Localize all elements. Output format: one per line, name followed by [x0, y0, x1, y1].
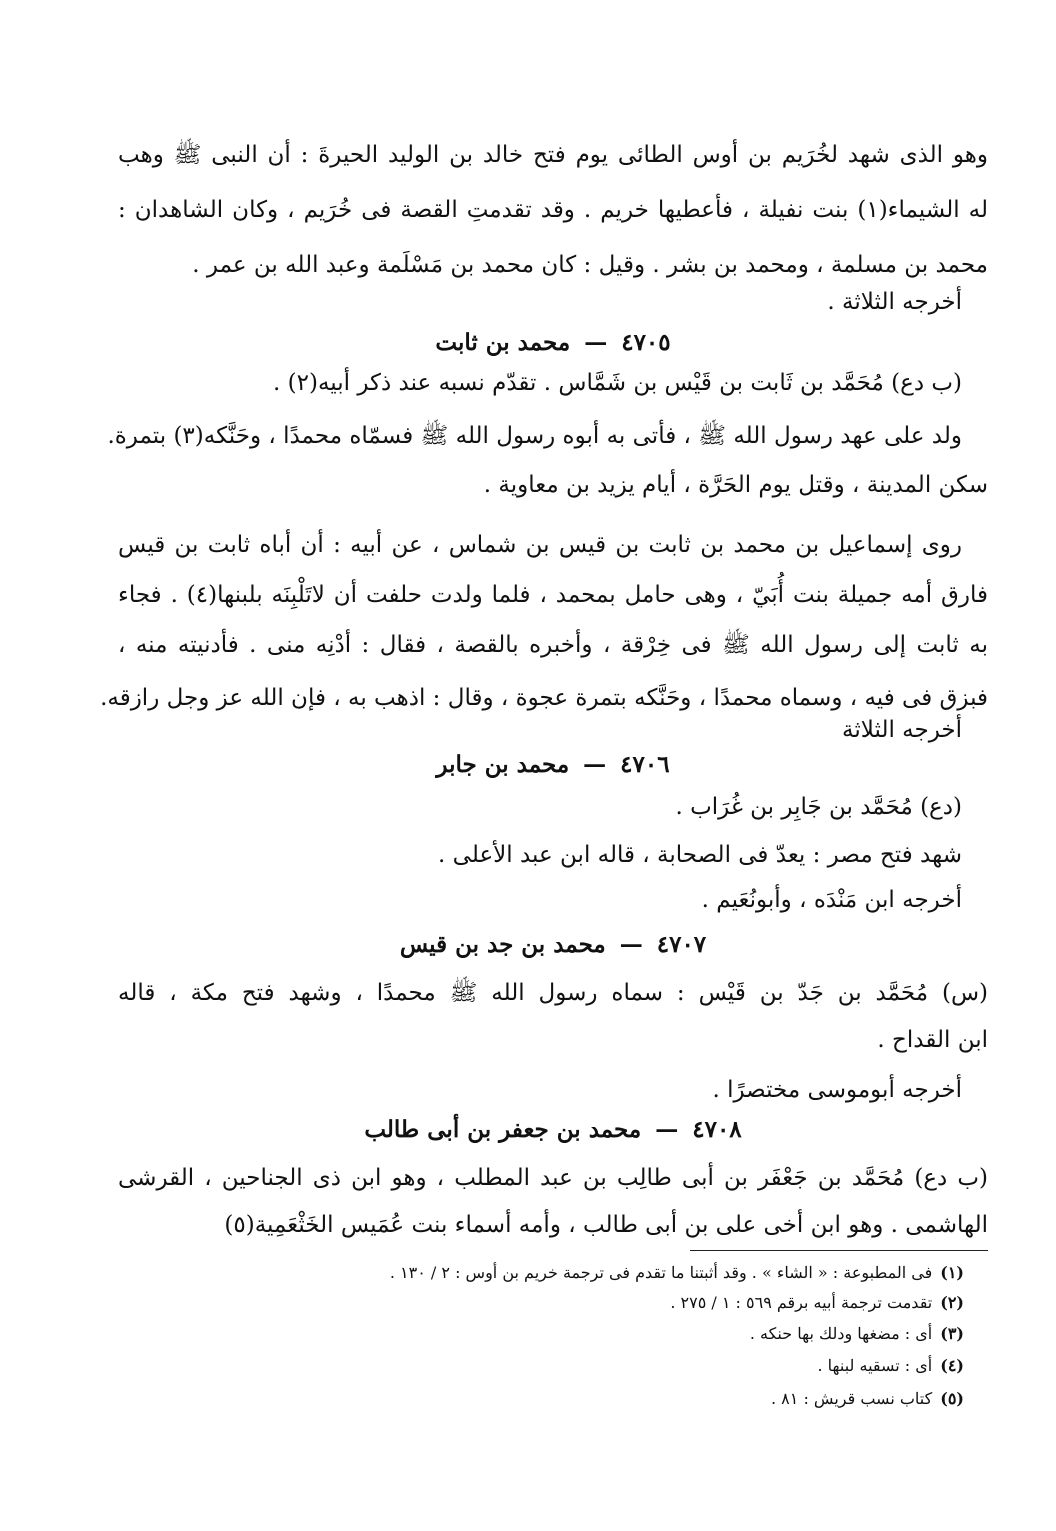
- entry-dash: —: [655, 1116, 679, 1143]
- entry-line: ابن القداح .: [877, 1027, 988, 1053]
- entry-title: محمد بن ثابت: [435, 329, 571, 356]
- entry-line: (دع) مُحَمَّد بن جَابِر بن غُرَاب .: [675, 794, 962, 820]
- entry-heading: [118, 1115, 988, 1145]
- body-text: [100, 140, 988, 1240]
- body-line: محمد بن مسلمة ، ومحمد بن بشر . وقيل : كان محمد بن مَسْلَمة وعبد الله بن عمر .: [192, 252, 988, 278]
- entry-dash: —: [619, 931, 643, 958]
- body-line: وهو الذى شهد لخُرَيم بن أوس الطائى يوم فتح خالد بن الوليد الحيرةَ : أن النبى ﷺ وهب: [118, 142, 988, 168]
- footnote-text: فى المطبوعة : « الشاء » . وقد أثبتنا ما تقدم فى ترجمة خريم بن أوس : ٢ / ١٣٠ .: [389, 1263, 933, 1282]
- footnote: [244, 1388, 964, 1410]
- footnote-number: (١): [940, 1263, 964, 1282]
- entry-line: (س) مُحَمَّد بن جَدّ بن قَيْس : سماه رسول الله ﷺ محمدًا ، وشهد فتح مكة ، قاله: [118, 980, 988, 1006]
- body-line: أخرجه الثلاثة .: [827, 289, 962, 315]
- entry-line: (ب دع) مُحَمَّد بن ثَابت بن قَيْس بن شَمَّاس . تقدّم نسبه عند ذكر أبيه(٢) .: [273, 370, 962, 396]
- entry-line: الهاشمى . وهو ابن أخى على بن أبى طالب ، وأمه أسماء بنت عُمَيس الخَثْعَمِية(٥): [224, 1212, 988, 1238]
- footnote-divider: [690, 1250, 988, 1251]
- entry-line: (ب دع) مُحَمَّد بن جَعْفَر بن أبى طالِب بن عبد المطلب ، وهو ابن ذى الجناحين ، القرشى: [118, 1165, 988, 1191]
- footnote-number: (٢): [940, 1293, 964, 1312]
- entry-dash: —: [584, 329, 608, 356]
- entry-heading: [118, 750, 988, 780]
- footnote: [244, 1355, 964, 1377]
- entry-line: أخرجه الثلاثة: [842, 717, 962, 743]
- footnote-text: تقدمت ترجمة أبيه برقم ٥٦٩ : ١ / ٢٧٥ .: [670, 1293, 933, 1312]
- entry-dash: —: [583, 751, 607, 778]
- entry-heading: [118, 930, 988, 960]
- footnote-text: كتاب نسب قريش : ٨١ .: [771, 1389, 933, 1408]
- entry-number: ٤٧٠٥: [621, 329, 671, 356]
- entry-line: أخرجه ابن مَنْدَه ، وأبونُعَيم .: [701, 887, 962, 913]
- entry-heading: [118, 328, 988, 358]
- entry-number: ٤٧٠٨: [692, 1116, 742, 1143]
- footnote-number: (٤): [940, 1356, 964, 1375]
- entry-number: ٤٧٠٧: [656, 931, 707, 958]
- footnote-number: (٣): [940, 1324, 964, 1343]
- footnote: [244, 1262, 964, 1284]
- footnote-text: أى : تسقيه لبنها .: [817, 1356, 933, 1375]
- entry-line: به ثابت إلى رسول الله ﷺ فى خِرْقة ، وأخبره بالقصة ، فقال : أدْنِه منى . فأدنيته منه ،: [118, 632, 988, 658]
- footnote-number: (٥): [940, 1389, 964, 1408]
- footnote: [244, 1292, 964, 1314]
- entry-title: محمد بن جد بن قيس: [399, 931, 606, 958]
- body-line: له الشيماء(١) بنت نفيلة ، فأعطيها خريم . وقد تقدمتِ القصة فى خُرَيم ، وكان الشاهدان :: [118, 197, 988, 223]
- footnote: [244, 1323, 964, 1345]
- entry-title: محمد بن جابر: [436, 751, 570, 778]
- entry-line: روى إسماعيل بن محمد بن ثابت بن قيس بن شماس ، عن أبيه : أن أباه ثابت بن قيس: [118, 532, 962, 558]
- entry-number: ٤٧٠٦: [620, 751, 670, 778]
- entry-line: ولد على عهد رسول الله ﷺ ، فأتى به أبوه رسول الله ﷺ فسمّاه محمدًا ، وحَنَّكه(٣) بتمرة.: [107, 423, 962, 449]
- entry-line: شهد فتح مصر : يعدّ فى الصحابة ، قاله ابن عبد الأعلى .: [438, 842, 962, 868]
- footnote-text: أى : مضغها ودلك بها حنكه .: [749, 1324, 933, 1343]
- entry-title: محمد بن جعفر بن أبى طالب: [364, 1116, 642, 1143]
- entry-line: فارق أمه جميلة بنت أُبَيّ ، وهى حامل بمحمد ، فلما ولدت حلفت أن لاتَلْبِنَه بلبنها(٤) . فجاء: [118, 582, 988, 608]
- entry-line: سكن المدينة ، وقتل يوم الحَرَّة ، أيام يزيد بن معاوية .: [483, 472, 988, 498]
- entry-line: أخرجه أبوموسى مختصرًا .: [712, 1077, 962, 1103]
- entry-line: فبزق فى فيه ، وسماه محمدًا ، وحَنَّكه بتمرة عجوة ، وقال : اذهب به ، فإن الله عز وجل رازقه.: [100, 685, 988, 711]
